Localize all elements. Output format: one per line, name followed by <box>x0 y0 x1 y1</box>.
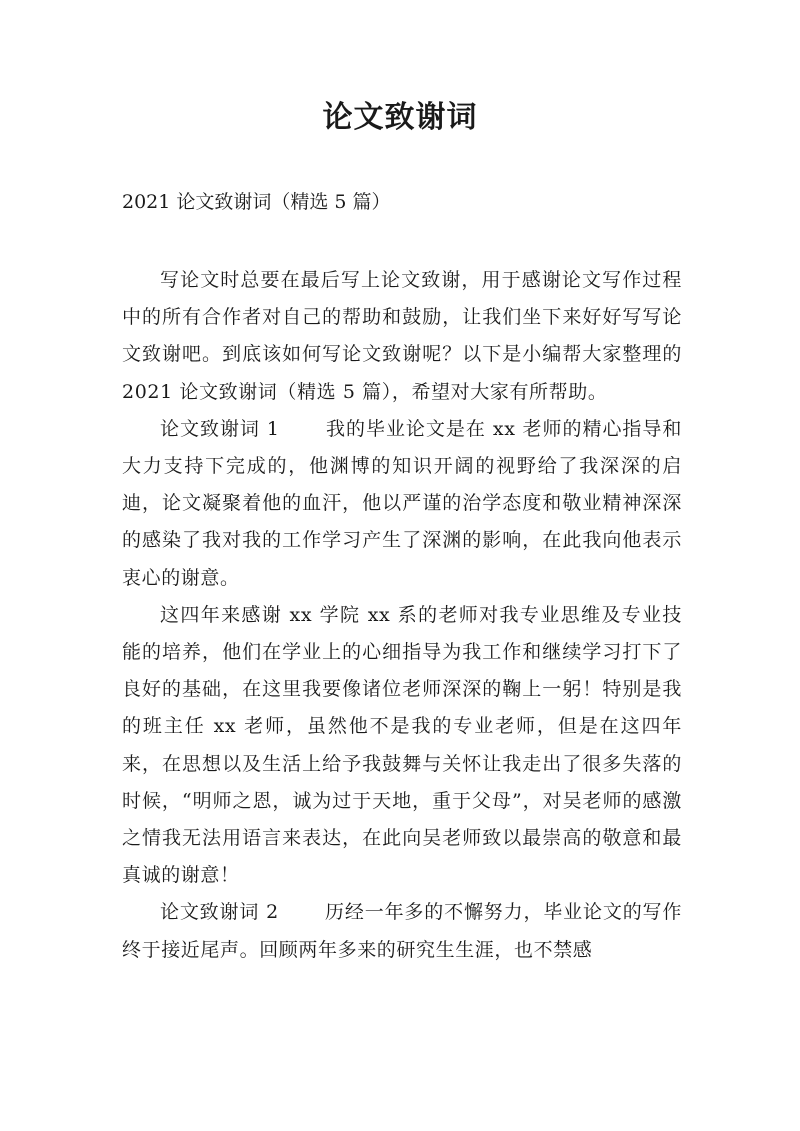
acknowledgement-1-heading: 论文致谢词 1 <box>160 417 280 440</box>
intro-paragraph: 写论文时总要在最后写上论文致谢，用于感谢论文写作过程中的所有合作者对自己的帮助和鼓励，让我们坐下来好好写写论文致谢吧。到底该如何写论文致谢呢？以下是小编帮大家整理的 2021 论文致谢词（精选 5 篇），希望对大家有所帮助。 <box>122 269 682 403</box>
acknowledgement-2-heading: 论文致谢词 2 <box>160 901 279 924</box>
acknowledgement-2-text: 历经一年多的不懈努力，毕业论文的写作终于接近尾声。回顾两年多来的研究生生涯，也不禁感 <box>122 901 682 961</box>
document-subtitle: 2021 论文致谢词（精选 5 篇） <box>122 191 391 213</box>
acknowledgement-1-continued-paragraph: 这四年来感谢 xx 学院 xx 系的老师对我专业思维及专业技能的培养，他们在学业上的心细指导为我工作和继续学习打下了良好的基础，在这里我要像诸位老师深深的鞠上一躬！特别是我的班主任 xx 老师，虽然他不是我的专业老师，但是在这四年来，在思想以及生活上给予我鼓舞与关怀让我走出了很多失落的时候，“明师之恩，诚为过于天地，重于父母”，对吴老师的感激之情我无法用语言来表达，在此向吴老师致以最崇高的敬意和最真诚的谢意！ <box>122 603 682 887</box>
acknowledgement-1-text: 我的毕业论文是在 xx 老师的精心指导和大力支持下完成的，他渊博的知识开阔的视野给了我深深的启迪，论文凝聚着他的血汗，他以严谨的治学态度和敬业精神深深的感染了我对我的工作学习产生了深渊的影响，在此我向他表示衷心的谢意。 <box>122 417 682 589</box>
acknowledgement-1-paragraph <box>122 411 682 597</box>
page-title: 论文致谢词 <box>322 100 478 135</box>
acknowledgement-2-paragraph <box>122 894 682 968</box>
document-body <box>122 262 682 969</box>
